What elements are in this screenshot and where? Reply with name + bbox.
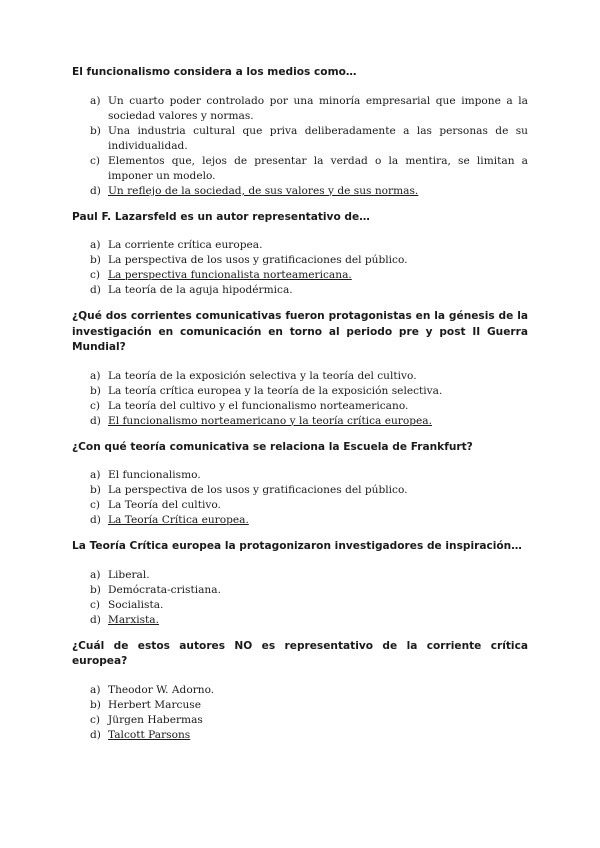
option-text: Una industria cultural que priva deliberadamente a las personas de su individualidad.	[108, 124, 528, 152]
option-list	[72, 94, 528, 199]
option-letter: b)	[90, 698, 101, 711]
option-text: Marxista.	[108, 613, 159, 626]
option-item-correct	[72, 728, 528, 743]
option-letter: b)	[90, 384, 101, 397]
option-text: La teoría crítica europea y la teoría de la exposición selectiva.	[108, 384, 443, 397]
option-text: Un cuarto poder controlado por una minoría empresarial que impone a la sociedad valores y normas.	[108, 94, 528, 122]
option-text: Jürgen Habermas	[108, 713, 203, 726]
option-letter: c)	[90, 713, 101, 726]
option-item	[72, 369, 528, 384]
option-letter: a)	[90, 94, 101, 107]
option-letter: d)	[90, 184, 101, 197]
option-text: Herbert Marcuse	[108, 698, 202, 711]
option-text: El funcionalismo norteamericano y la teoría crítica europea.	[108, 414, 432, 427]
option-letter: d)	[90, 514, 101, 526]
option-letter: d)	[90, 414, 101, 427]
option-text: Theodor W. Adorno.	[108, 683, 215, 696]
option-list	[72, 238, 528, 298]
option-text: La perspectiva de los usos y gratificaciones del público.	[108, 484, 408, 496]
option-letter: a)	[90, 683, 101, 696]
question-text: ¿Con qué teoría comunicativa se relaciona la Escuela de Frankfurt?	[72, 440, 473, 453]
option-text: La Teoría Crítica europea.	[108, 514, 249, 526]
option-item-correct	[72, 513, 528, 528]
option-list	[72, 568, 528, 628]
option-item-correct	[72, 414, 528, 429]
option-letter: a)	[90, 568, 101, 581]
option-text: La teoría del cultivo y el funcionalismo norteamericano.	[108, 399, 409, 412]
option-letter: d)	[90, 613, 101, 626]
option-letter: b)	[90, 254, 101, 266]
option-text: Un reflejo de la sociedad, de sus valores y de sus normas.	[108, 184, 419, 197]
option-item	[72, 483, 528, 498]
option-item-correct	[72, 613, 528, 628]
option-item	[72, 683, 528, 698]
option-letter: c)	[90, 499, 101, 511]
option-letter: a)	[90, 469, 101, 481]
question-text: La Teoría Crítica europea la protagonizaron investigadores de inspiración…	[72, 540, 522, 552]
option-letter: b)	[90, 124, 101, 137]
option-letter: b)	[90, 484, 101, 496]
option-text: La corriente crítica europea.	[108, 239, 263, 251]
question-text: El funcionalismo considera a los medios como…	[72, 66, 357, 78]
option-list	[72, 683, 528, 743]
option-item	[72, 124, 528, 154]
option-item	[72, 583, 528, 598]
option-item	[72, 498, 528, 513]
option-letter: d)	[90, 728, 101, 741]
option-text: La perspectiva funcionalista norteamericana.	[108, 269, 352, 281]
option-letter: c)	[90, 399, 101, 412]
option-item	[72, 713, 528, 728]
question-block	[72, 639, 528, 743]
question-text: ¿Cuál de estos autores NO es representativo de la corriente crítica europea?	[72, 639, 528, 667]
option-text: Talcott Parsons	[108, 728, 191, 741]
option-item-correct	[72, 184, 528, 199]
question-block	[72, 539, 528, 628]
question-text: ¿Qué dos corrientes comunicativas fueron protagonistas en la génesis de la investigación en comunicación en torno al periodo pre y post II Guerra Mundial?	[72, 310, 528, 353]
question-block	[72, 440, 528, 529]
option-letter: c)	[90, 154, 101, 167]
option-text: Socialista.	[108, 598, 164, 611]
option-letter: a)	[90, 369, 101, 382]
option-item	[72, 238, 528, 253]
option-letter: c)	[90, 269, 101, 281]
option-list	[72, 468, 528, 528]
option-item	[72, 154, 528, 184]
option-item	[72, 568, 528, 583]
option-item-correct	[72, 268, 528, 283]
option-letter: c)	[90, 598, 101, 611]
question-block	[72, 210, 528, 299]
question-text: Paul F. Lazarsfeld es un autor representativo de…	[72, 210, 370, 223]
option-text: La Teoría del cultivo.	[108, 499, 221, 511]
option-text: Elementos que, lejos de presentar la verdad o la mentira, se limitan a imponer un modelo.	[108, 154, 528, 182]
quiz-page	[72, 65, 528, 754]
option-letter: d)	[90, 284, 101, 296]
option-text: La teoría de la aguja hipodérmica.	[108, 284, 293, 296]
option-item	[72, 384, 528, 399]
option-letter: a)	[90, 239, 101, 251]
option-letter: b)	[90, 583, 101, 596]
question-block	[72, 65, 528, 199]
question-block	[72, 309, 528, 429]
option-item	[72, 94, 528, 124]
option-item	[72, 399, 528, 414]
option-item	[72, 468, 528, 483]
option-list	[72, 369, 528, 429]
option-text: Demócrata-cristiana.	[108, 583, 221, 596]
option-item	[72, 283, 528, 298]
option-text: El funcionalismo.	[108, 469, 201, 481]
option-item	[72, 598, 528, 613]
option-text: La perspectiva de los usos y gratificaciones del público.	[108, 254, 408, 266]
option-text: Liberal.	[108, 568, 150, 581]
option-text: La teoría de la exposición selectiva y la teoría del cultivo.	[108, 369, 417, 382]
option-item	[72, 698, 528, 713]
option-item	[72, 253, 528, 268]
